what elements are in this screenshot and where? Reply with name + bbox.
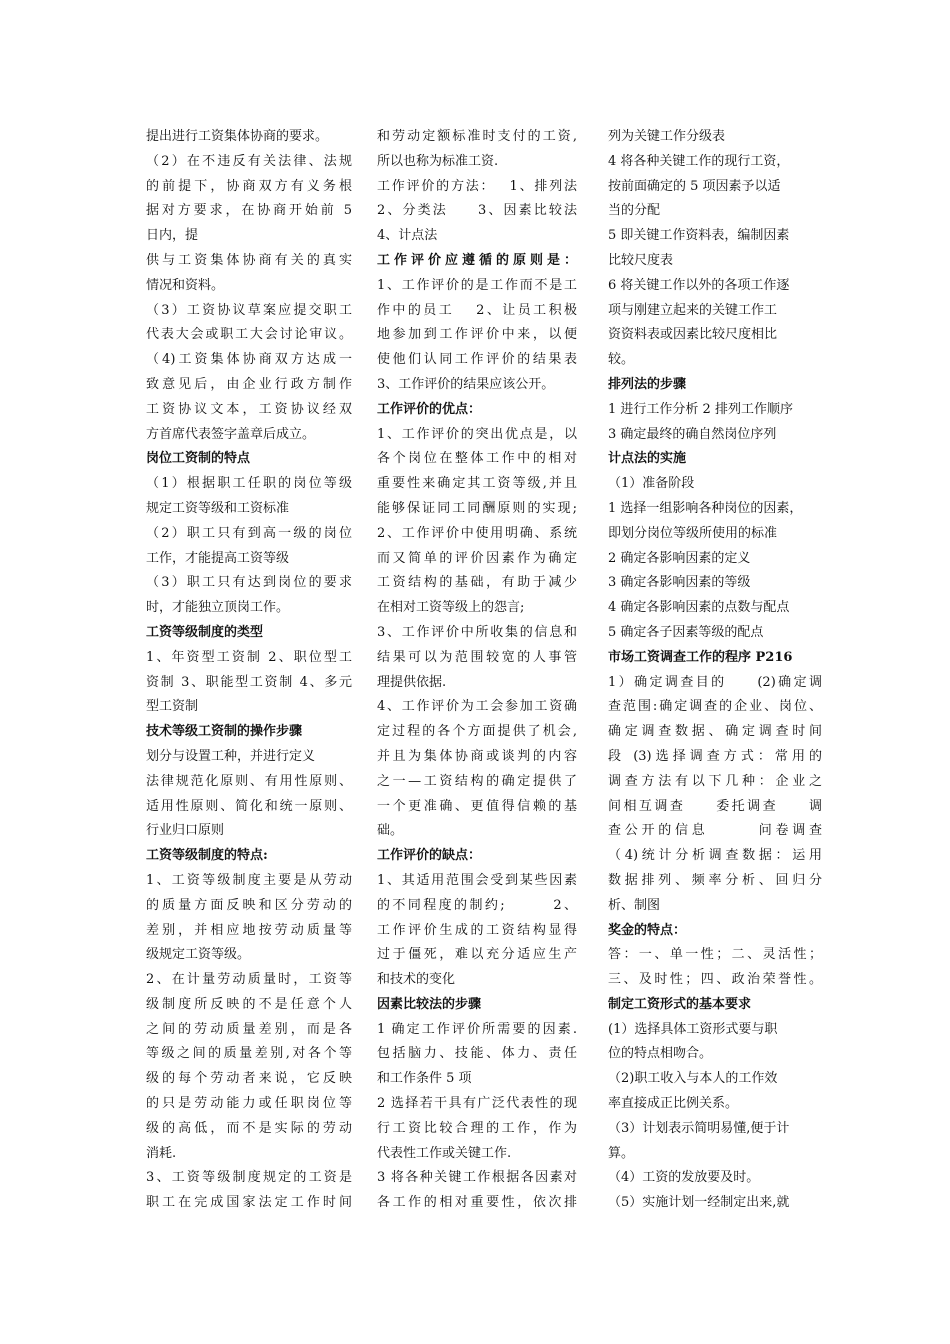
text-line: 划分与设置工种，并进行定义 bbox=[146, 748, 316, 764]
text-line: 工作评价的方法： 1、排列法 bbox=[377, 178, 577, 194]
text-line: （4）工资的发放要及时。 bbox=[608, 1170, 760, 1186]
section-heading: 工资等级制度的特点: bbox=[146, 848, 268, 864]
text-line: 算。 bbox=[608, 1145, 635, 1161]
text-line: 1、工作评价的突出优点是，以 bbox=[377, 426, 577, 442]
text-line: 重要性来确定其工资等级,并且 bbox=[377, 476, 577, 492]
text-line: 的前提下，协商双方有义务根 bbox=[146, 178, 352, 194]
section-heading: 岗位工资制的特点 bbox=[146, 451, 251, 467]
text-line: 作中的员工 2、让员工积极 bbox=[377, 302, 577, 318]
text-line: 3 确定最终的确自然岗位序列 bbox=[608, 426, 777, 442]
text-line: 4 将各种关键工作的现行工资， bbox=[608, 153, 790, 169]
text-line: （1）根据职工任职的岗位等级 bbox=[146, 476, 352, 492]
text-line: 地参加到工作评价中来，以便 bbox=[377, 327, 577, 343]
text-line: 查范围:确定调查的企业、岗位、 bbox=[608, 699, 822, 715]
text-line: 级制度所反映的不是任意个人 bbox=[146, 996, 352, 1012]
text-line: 一个更准确、更值得信赖的基 bbox=[377, 798, 577, 814]
text-column-middle bbox=[377, 125, 577, 1216]
text-line: 代表大会或职工大会讨论审议。 bbox=[146, 327, 352, 343]
text-line: 在相对工资等级上的怨言; bbox=[377, 600, 525, 616]
text-line: 级规定工资等级。 bbox=[146, 947, 251, 963]
text-line: 确定调查数据、确定调查时间 bbox=[608, 724, 822, 740]
text-line: 理提供依据. bbox=[377, 674, 447, 690]
text-line: 3、工资等级制度规定的工资是 bbox=[146, 1170, 352, 1186]
text-line: （2）在不违反有关法律、法规 bbox=[146, 153, 352, 169]
text-line: 职工在完成国家法定工作时间 bbox=[146, 1195, 352, 1211]
section-heading: 工作评价的缺点： bbox=[377, 848, 482, 864]
text-line: 比较尺度表 bbox=[608, 252, 674, 268]
text-line: 2、分类法 3、因素比较法 bbox=[377, 203, 577, 219]
section-heading: 制定工资形式的基本要求 bbox=[608, 996, 752, 1012]
text-line: 各个岗位在整体工作中的相对 bbox=[377, 451, 577, 467]
text-line: 的不同程度的制约; 2、 bbox=[377, 897, 577, 913]
text-line: 包括脑力、技能、体力、责任 bbox=[377, 1046, 577, 1062]
text-line: 级的每个劳动者来说，它反映 bbox=[146, 1071, 352, 1087]
text-line: 4 确定各影响因素的点数与配点 bbox=[608, 600, 790, 616]
text-line: 并且为集体协商或谈判的内容 bbox=[377, 748, 577, 764]
text-line: 所以也称为标准工资. bbox=[377, 153, 499, 169]
text-line: （2)职工收入与本人的工作效 bbox=[608, 1071, 778, 1087]
text-line: 即划分岗位等级所使用的标准 bbox=[608, 525, 778, 541]
text-line: 法律规范化原则、有用性原则、 bbox=[146, 773, 352, 789]
text-line: 1）确定调查目的 (2)确定调 bbox=[608, 674, 822, 690]
text-line: 致意见后，由企业行政方制作 bbox=[146, 376, 352, 392]
section-heading: 计点法的实施 bbox=[608, 451, 687, 467]
text-line: 差别，并相应地按劳动质量等 bbox=[146, 922, 352, 938]
section-heading: 排列法的步骤 bbox=[608, 376, 687, 392]
text-line: 之一—工资结构的确定提供了 bbox=[377, 773, 577, 789]
text-line: 3 将各种关键工作根据各因素对 bbox=[377, 1170, 577, 1186]
text-line: 6 将关键工作以外的各项工作逐 bbox=[608, 277, 790, 293]
text-line: 方首席代表签字盖章后成立。 bbox=[146, 426, 316, 442]
text-line: 2、工作评价中使用明确、系统 bbox=[377, 525, 577, 541]
text-line: 行业归口原则 bbox=[146, 823, 225, 839]
text-line: 三、及时性；四、政治荣誉性。 bbox=[608, 972, 822, 988]
text-line: 能够保证同工同酬原则的实现; bbox=[377, 500, 577, 516]
section-heading: 市场工资调查工作的程序 P216 bbox=[608, 649, 793, 665]
text-line: 工资协议文本，工资协议经双 bbox=[146, 401, 352, 417]
text-line: 率直接成正比例关系。 bbox=[608, 1096, 739, 1112]
text-line: 3、工作评价中所收集的信息和 bbox=[377, 624, 577, 640]
section-heading: 奖金的特点： bbox=[608, 922, 687, 938]
text-line: 代表性工作或关键工作. bbox=[377, 1145, 512, 1161]
text-line: 各工作的相对重要性，依次排 bbox=[377, 1195, 577, 1211]
text-line: 按前面确定的 5 项因素予以适 bbox=[608, 178, 781, 194]
text-line: 使他们认同工作评价的结果表 bbox=[377, 352, 577, 368]
text-line: 较。 bbox=[608, 352, 635, 368]
text-line: 等级之间的质量差别,对各个等 bbox=[146, 1046, 352, 1062]
text-line: 工资结构的基础，有助于减少 bbox=[377, 575, 577, 591]
text-line: 结果可以为范围较宽的人事管 bbox=[377, 649, 577, 665]
text-line: （2）职工只有到高一级的岗位 bbox=[146, 525, 352, 541]
text-line: (1）选择具体工资形式要与职 bbox=[608, 1021, 778, 1037]
text-column-left bbox=[146, 125, 352, 1216]
text-line: 3、工作评价的结果应该公开。 bbox=[377, 376, 555, 392]
section-heading: 因素比较法的步骤 bbox=[377, 996, 482, 1012]
text-line: 4、工作评价为工会参加工资确 bbox=[377, 699, 577, 715]
text-line: 和技术的变化 bbox=[377, 972, 456, 988]
text-line: 1、工资等级制度主要是从劳动 bbox=[146, 872, 352, 888]
text-line: 定过程的各个方面提供了机会, bbox=[377, 724, 577, 740]
text-line: （1）准备阶段 bbox=[608, 476, 695, 492]
text-line: 答：一、单一性；二、灵活性； bbox=[608, 947, 822, 963]
text-line: 资制 3、职能型工资制 4、多元 bbox=[146, 674, 352, 690]
text-line: 的只是劳动能力或任职岗位等 bbox=[146, 1096, 352, 1112]
text-line: 1、工作评价的是工作而不是工 bbox=[377, 277, 577, 293]
text-line: 项与刚建立起来的关键工作工 bbox=[608, 302, 778, 318]
text-line: 查公开的信息 问卷调查 bbox=[608, 823, 822, 839]
text-line: 之间的劳动质量差别，而是各 bbox=[146, 1021, 352, 1037]
text-line: 调查方法有以下几种：企业之 bbox=[608, 773, 822, 789]
text-line: 提出进行工资集体协商的要求。 bbox=[146, 129, 329, 144]
text-line: 而又简单的评价因素作为确定 bbox=[377, 550, 577, 566]
section-heading: 工资等级制度的类型 bbox=[146, 624, 264, 640]
text-line: 日内，提 bbox=[146, 228, 199, 244]
text-line: 时，才能独立顶岗工作。 bbox=[146, 600, 290, 616]
text-column-right bbox=[608, 125, 822, 1216]
text-line: 位的特点相吻合。 bbox=[608, 1046, 713, 1062]
text-line: 据对方要求，在协商开始前 5 bbox=[146, 203, 352, 219]
text-line: 1 选择一组影响各种岗位的因素， bbox=[608, 500, 803, 516]
text-line: 4、计点法 bbox=[377, 228, 438, 244]
text-line: 5 确定各子因素等级的配点 bbox=[608, 624, 764, 640]
text-line: 规定工资等级和工资标准 bbox=[146, 500, 290, 516]
text-line: 1、其适用范围会受到某些因素 bbox=[377, 872, 577, 888]
text-line: （3）职工只有达到岗位的要求 bbox=[146, 575, 352, 591]
text-line: 列为关键工作分级表 bbox=[608, 129, 726, 144]
text-line: （3）计划表示简明易懂,便于计 bbox=[608, 1120, 790, 1136]
section-heading: 工作评价应遵循的原则是： bbox=[377, 252, 577, 268]
text-line: （3）工资协议草案应提交职工 bbox=[146, 302, 352, 318]
text-line: 析、制图 bbox=[608, 897, 661, 913]
section-heading: 工作评价的优点： bbox=[377, 401, 482, 417]
section-heading: 技术等级工资制的操作步骤 bbox=[146, 724, 303, 740]
text-line: 当的分配 bbox=[608, 203, 661, 219]
text-line: 1 进行工作分析 2 排列工作顺序 bbox=[608, 401, 793, 417]
text-line: 和劳动定额标准时支付的工资, bbox=[377, 129, 577, 144]
text-line: 2 确定各影响因素的定义 bbox=[608, 550, 751, 566]
text-line: 段 (3)选择调查方式：常用的 bbox=[608, 748, 822, 764]
text-line: 1、年资型工资制 2、职位型工 bbox=[146, 649, 352, 665]
text-line: （4)工资集体协商双方达成一 bbox=[146, 352, 352, 368]
text-line: 5 即关键工作资料表，编制因素 bbox=[608, 228, 790, 244]
text-line: 工作评价生成的工资结构显得 bbox=[377, 922, 577, 938]
text-line: 供与工资集体协商有关的真实 bbox=[146, 252, 352, 268]
text-line: 过于僵死，难以充分适应生产 bbox=[377, 947, 577, 963]
text-line: 1 确定工作评价所需要的因素. bbox=[377, 1021, 577, 1037]
text-line: 型工资制 bbox=[146, 699, 199, 715]
text-line: 3 确定各影响因素的等级 bbox=[608, 575, 751, 591]
text-line: 资资料表或因素比较尺度相比 bbox=[608, 327, 778, 343]
text-line: 适用性原则、简化和统一原则、 bbox=[146, 798, 352, 814]
text-line: 工作，才能提高工资等级 bbox=[146, 550, 290, 566]
text-line: 情况和资料。 bbox=[146, 277, 225, 293]
text-line: （5）实施计划一经制定出来,就 bbox=[608, 1195, 790, 1211]
text-line: 数据排列、频率分析、回归分 bbox=[608, 872, 822, 888]
text-line: 行工资比较合理的工作，作为 bbox=[377, 1120, 577, 1136]
text-line: 消耗. bbox=[146, 1145, 177, 1161]
text-line: 间相互调查 委托调查 调 bbox=[608, 798, 822, 814]
text-line: 和工作条件 5 项 bbox=[377, 1071, 472, 1087]
text-line: 2 选择若干具有广泛代表性的现 bbox=[377, 1096, 577, 1112]
text-line: （4)统计分析调查数据：运用 bbox=[608, 848, 822, 864]
text-line: 级的高低，而不是实际的劳动 bbox=[146, 1120, 352, 1136]
text-line: 的质量方面反映和区分劳动的 bbox=[146, 897, 352, 913]
text-line: 2、在计量劳动质量时，工资等 bbox=[146, 972, 352, 988]
text-line: 础。 bbox=[377, 823, 404, 839]
